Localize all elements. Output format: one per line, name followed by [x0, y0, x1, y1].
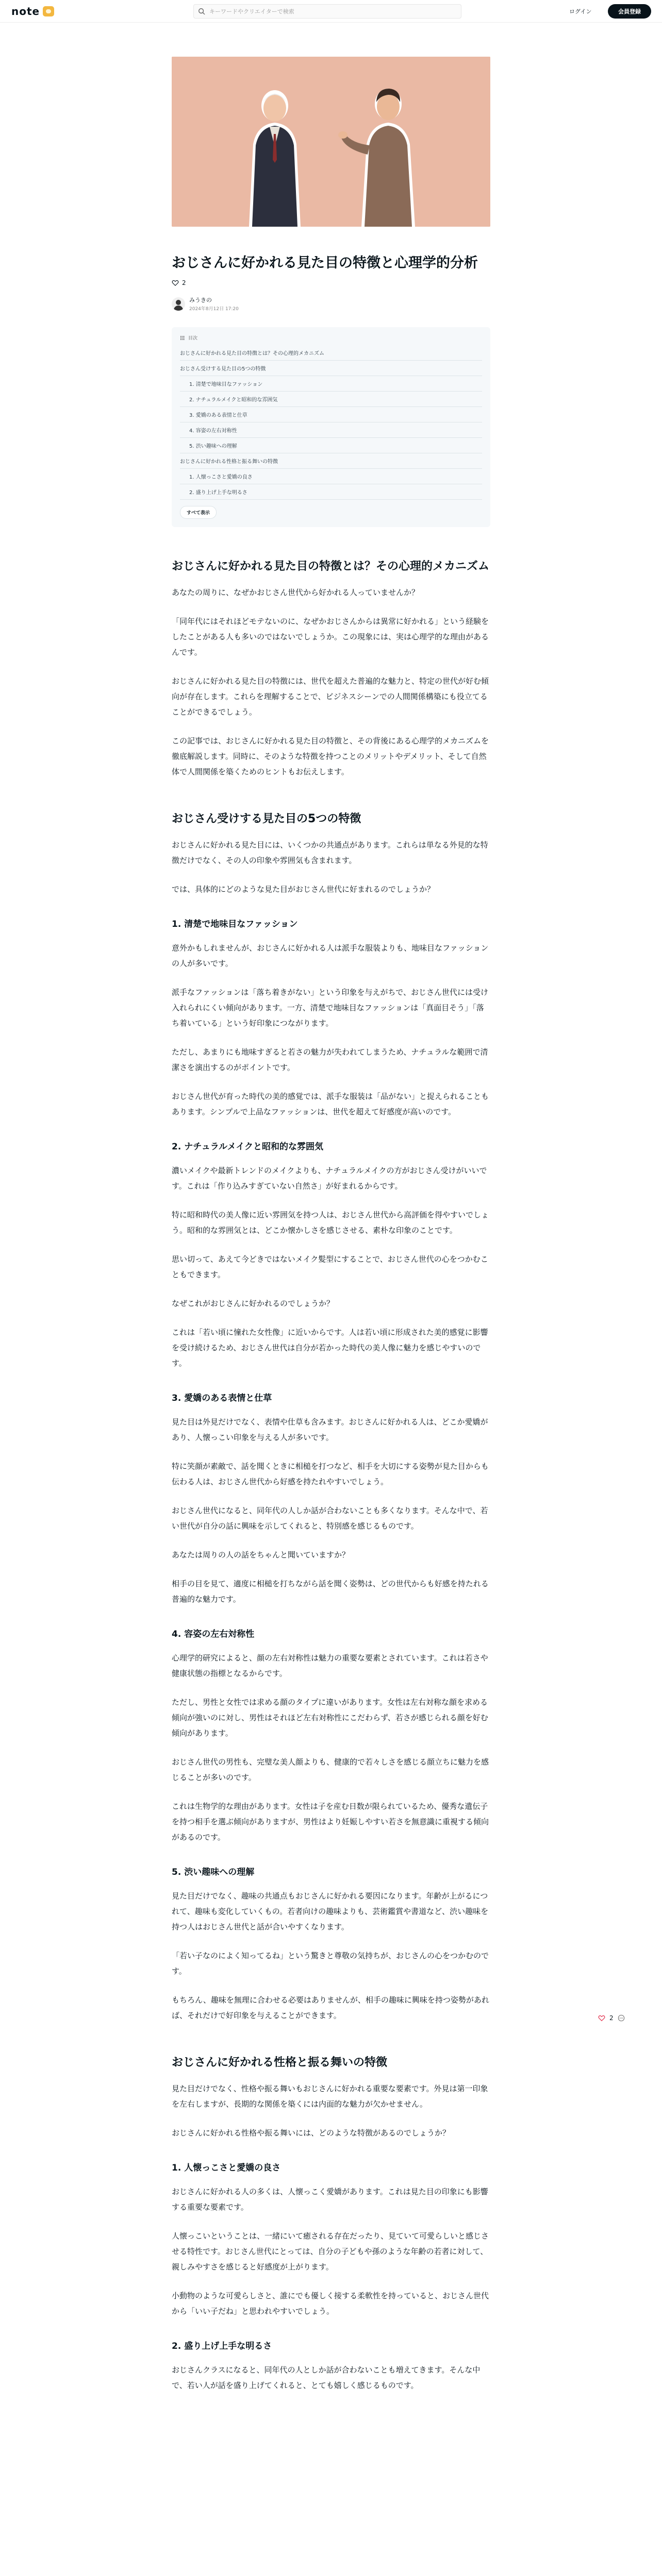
- paragraph: ただし、男性と女性では求める顔のタイプに違いがあります。女性は左右対称な顔を求める傾向が強いのに対し、男性はそれほど左右対称性にこだわらず、若さが感じられる顔を好む傾向があります。: [172, 1698, 488, 1738]
- paragraph: あなたは周りの人の話をちゃんと聞いていますか？: [172, 1550, 350, 1560]
- logo-text: note: [11, 5, 40, 18]
- section-heading: おじさんに好かれる性格と振る舞いの特徴: [172, 2056, 388, 2069]
- section-heading: おじさん受けする見た目の5つの特徴: [172, 812, 361, 825]
- subsection-heading: 5. 渋い趣味への理解: [172, 1867, 255, 1877]
- floating-like-count: 2: [609, 2014, 614, 2022]
- author-name[interactable]: みうきの: [189, 297, 212, 303]
- toc-item[interactable]: 2. ナチュラルメイクと昭和的な雰囲気: [180, 392, 482, 407]
- search-input[interactable]: [209, 8, 457, 15]
- subsection-heading: 2. 盛り上げ上手な明るさ: [172, 2341, 272, 2351]
- logo-badge-icon: [43, 6, 54, 16]
- table-of-contents: [172, 327, 490, 527]
- toc-item[interactable]: おじさんに好かれる性格と振る舞いの特徴: [180, 453, 482, 469]
- toc-item[interactable]: おじさんに好かれる見た目の特徴とは？その心理的メカニズム: [180, 345, 482, 361]
- more-options-icon[interactable]: [618, 2014, 625, 2022]
- floating-like[interactable]: [598, 2014, 625, 2022]
- paragraph: おじさんに好かれる見た目の特徴には、世代を超えた普遍的な魅力と、特定の世代が好む傾向が存在します。これらを理解することで、ビジネスシーンでの人間関係構築にも役立てることができるでしょう。: [172, 676, 489, 717]
- paragraph: 思い切って、あえて今どきではないメイク髪型にすることで、おじさん世代の心をつかむこともできます。: [172, 1255, 488, 1279]
- article-body: [172, 558, 490, 2393]
- toc-item[interactable]: 4. 容姿の左右対称性: [180, 422, 482, 438]
- toc-show-all-button[interactable]: すべて表示: [180, 506, 217, 519]
- subsection-heading: 3. 愛嬌のある表情と仕草: [172, 1393, 272, 1403]
- paragraph: 特に笑顔が素敵で、話を聞くときに相槌を打つなど、相手を大切にする姿勢が見た目からも伝わる人は、おじさん世代から好感を持たれやすいでしょう。: [172, 1462, 489, 1486]
- paragraph: 特に昭和時代の美人像に近い雰囲気を持つ人は、おじさん世代から高評価を得やすいでしょう。昭和的な雰囲気とは、どこか懐かしさを感じさせる、素朴な印象のことです。: [172, 1210, 489, 1235]
- paragraph: おじさんに好かれる性格や振る舞いには、どのような特徴があるのでしょうか？: [172, 2128, 451, 2138]
- paragraph: おじさん世代が育った時代の美的感覚では、派手な服装は「品がない」と捉えられることもあります。シンプルで上品なファッションは、世代を超えて好感度が高いのです。: [172, 1092, 489, 1116]
- subsection-heading: 1. 清楚で地味目なファッション: [172, 919, 298, 929]
- heart-outline-icon[interactable]: [172, 279, 179, 286]
- paragraph: 「若い子なのによく知ってるね」という驚きと尊敬の気持ちが、おじさんの心をつかむのです。: [172, 1951, 489, 1976]
- paragraph: 小動物のような可愛らしさと、誰にでも優しく接する柔軟性を持っていると、おじさん世代から「いい子だね」と思われやすいでしょう。: [172, 2291, 489, 2316]
- publish-date: 2024年8月12日 17:20: [189, 307, 239, 312]
- subsection-heading: 2. ナチュラルメイクと昭和的な雰囲気: [172, 1142, 323, 1152]
- hero-illustration: [172, 57, 490, 227]
- like-count: 2: [182, 279, 186, 286]
- paragraph: 人懐っこいということは、一緒にいて癒される存在だったり、見ていて可愛らしいと感じさせる特性です。おじさん世代にとっては、自分の子どもや孫のような年齢の若者に対して、親しみやすさを感じると好感度が上がります。: [172, 2231, 489, 2272]
- paragraph: もちろん、趣味を無理に合わせる必要はありませんが、相手の趣味に興味を持つ姿勢があれば、それだけで好印象を与えることができます。: [172, 1995, 489, 2020]
- paragraph: 見た目だけでなく、趣味の共通点もおじさんに好かれる要因になります。年齢が上がるにつれて、趣味も変化していくもの。若者向けの趣味よりも、芸術鑑賞や書道など、渋い趣味を持つ人はおじさん世代と話が合いやすくなります。: [172, 1891, 489, 1931]
- subsection-heading: 1. 人懐っこさと愛嬌の良さ: [172, 2163, 281, 2173]
- paragraph: この記事では、おじさんに好かれる見た目の特徴と、その背後にある心理学的メカニズムを徹底解説します。同時に、そのような特徴を持つことのメリットやデメリット、そして自然体で人間関係を築くためのヒントもお伝えします。: [172, 736, 489, 776]
- paragraph: あなたの周りに、なぜかおじさん世代から好かれる人っていませんか？: [172, 588, 420, 597]
- author-avatar[interactable]: [172, 297, 185, 311]
- subsection-heading: 4. 容姿の左右対称性: [172, 1629, 255, 1639]
- search-icon: [198, 8, 205, 15]
- toc-item[interactable]: 2. 盛り上げ上手な明るさ: [180, 484, 482, 500]
- paragraph: 見た目は外見だけでなく、表情や仕草も含みます。おじさんに好かれる人は、どこか愛嬌があり、人懐っこい印象を与える人が多いです。: [172, 1417, 488, 1442]
- toc-item[interactable]: 1. 人懐っこさと愛嬌の良さ: [180, 469, 482, 484]
- author-row[interactable]: [172, 296, 490, 312]
- toc-item[interactable]: おじさん受けする見た目の5つの特徴: [180, 361, 482, 376]
- article-title: おじさんに好かれる見た目の特徴と心理学的分析: [172, 255, 478, 271]
- paragraph: これは生物学的な理由があります。女性は子を産む日数が限られているため、優秀な遺伝子を持つ相手を選ぶ傾向がありますが、男性はより妊娠しやすい若さを無意識に重視する傾向があるのです。: [172, 1802, 489, 1842]
- paragraph: 心理学的研究によると、顔の左右対称性は魅力の重要な要素とされています。これは若さや健康状態の指標となるからです。: [172, 1653, 488, 1678]
- hero-image: [172, 57, 490, 227]
- paragraph: これは「若い頃に憧れた女性像」に近いからです。人は若い頃に形成された美的感覚に影響を受け続けるため、おじさん世代は自分が若かった時代の美人像に魅力を感じやすいのです。: [172, 1328, 488, 1368]
- heart-icon[interactable]: [598, 2014, 605, 2022]
- paragraph: なぜこれがおじさんに好かれるのでしょうか？: [172, 1299, 335, 1308]
- paragraph: 意外かもしれませんが、おじさんに好かれる人は派手な服装よりも、地味目なファッションの人が多いです。: [172, 943, 489, 968]
- paragraph: 「同年代にはそれほどモテないのに、なぜかおじさんからは異常に好かれる」という経験をしたことがある人も多いのではないでしょうか。この現象には、実は心理学的な理由があるんです。: [172, 617, 489, 657]
- signup-button[interactable]: 会員登録: [608, 4, 651, 19]
- paragraph: ただし、あまりにも地味すぎると若さの魅力が失われてしまうため、ナチュラルな範囲で清潔さを演出するのがポイントです。: [172, 1047, 488, 1072]
- paragraph: おじさんに好かれる見た目には、いくつかの共通点があります。これらは単なる外見的な特徴だけでなく、その人の印象や雰囲気も含まれます。: [172, 840, 488, 865]
- paragraph: 見た目だけでなく、性格や振る舞いもおじさんに好かれる重要な要素です。外見は第一印象を左右しますが、長期的な関係を築くには内面的な魅力が欠かせません。: [172, 2084, 488, 2109]
- login-link[interactable]: ログイン: [569, 8, 592, 15]
- paragraph: 派手なファッションは「落ち着きがない」という印象を与えがちで、おじさん世代には受け入れられにくい傾向があります。一方、清楚で地味目なファッションは「真面目そう」「落ち着いている」という好印象につながります。: [172, 988, 488, 1028]
- paragraph: 濃いメイクや最新トレンドのメイクよりも、ナチュラルメイクの方がおじさん受けがいいです。これは「作り込みすぎていない自然さ」が好まれるからです。: [172, 1166, 487, 1191]
- note-logo[interactable]: [11, 5, 54, 18]
- toc-title: 目次: [188, 336, 198, 341]
- paragraph: では、具体的にどのような見た目がおじさん世代に好まれるのでしょうか？: [172, 885, 435, 894]
- toc-header: [180, 334, 482, 341]
- toc-item[interactable]: 5. 渋い趣味への理解: [180, 438, 482, 453]
- paragraph: おじさん世代の男性も、完璧な美人顔よりも、健康的で若々しさを感じる顔立ちに魅力を感じることが多いのです。: [172, 1757, 489, 1782]
- article: [172, 57, 490, 2393]
- paragraph: おじさんクラスになると、同年代の人としか話が合わないことも増えてきます。そんな中で、若い人が話を盛り上げてくれると、とても嬉しく感じるものです。: [172, 2365, 481, 2390]
- site-header: [0, 0, 662, 23]
- list-icon: [180, 335, 185, 341]
- paragraph: おじさんに好かれる人の多くは、人懐っこく愛嬌があります。これは見た目の印象にも影響する重要な要素です。: [172, 2187, 488, 2212]
- like-row[interactable]: [172, 279, 490, 286]
- paragraph: おじさん世代になると、同年代の人しか話が合わないことも多くなります。そんな中で、若い世代が自分の話に興味を示してくれると、特別感を感じるものです。: [172, 1506, 488, 1531]
- toc-list: [180, 345, 482, 500]
- section-heading: おじさんに好かれる見た目の特徴とは？その心理的メカニズム: [172, 560, 490, 573]
- toc-item[interactable]: 3. 愛嬌のある表情と仕草: [180, 407, 482, 422]
- search-box[interactable]: [193, 4, 461, 19]
- paragraph: 相手の目を見て、適度に相槌を打ちながら話を聞く姿勢は、どの世代からも好感を持たれる普遍的な魅力です。: [172, 1579, 489, 1604]
- toc-item[interactable]: 1. 清楚で地味目なファッション: [180, 376, 482, 392]
